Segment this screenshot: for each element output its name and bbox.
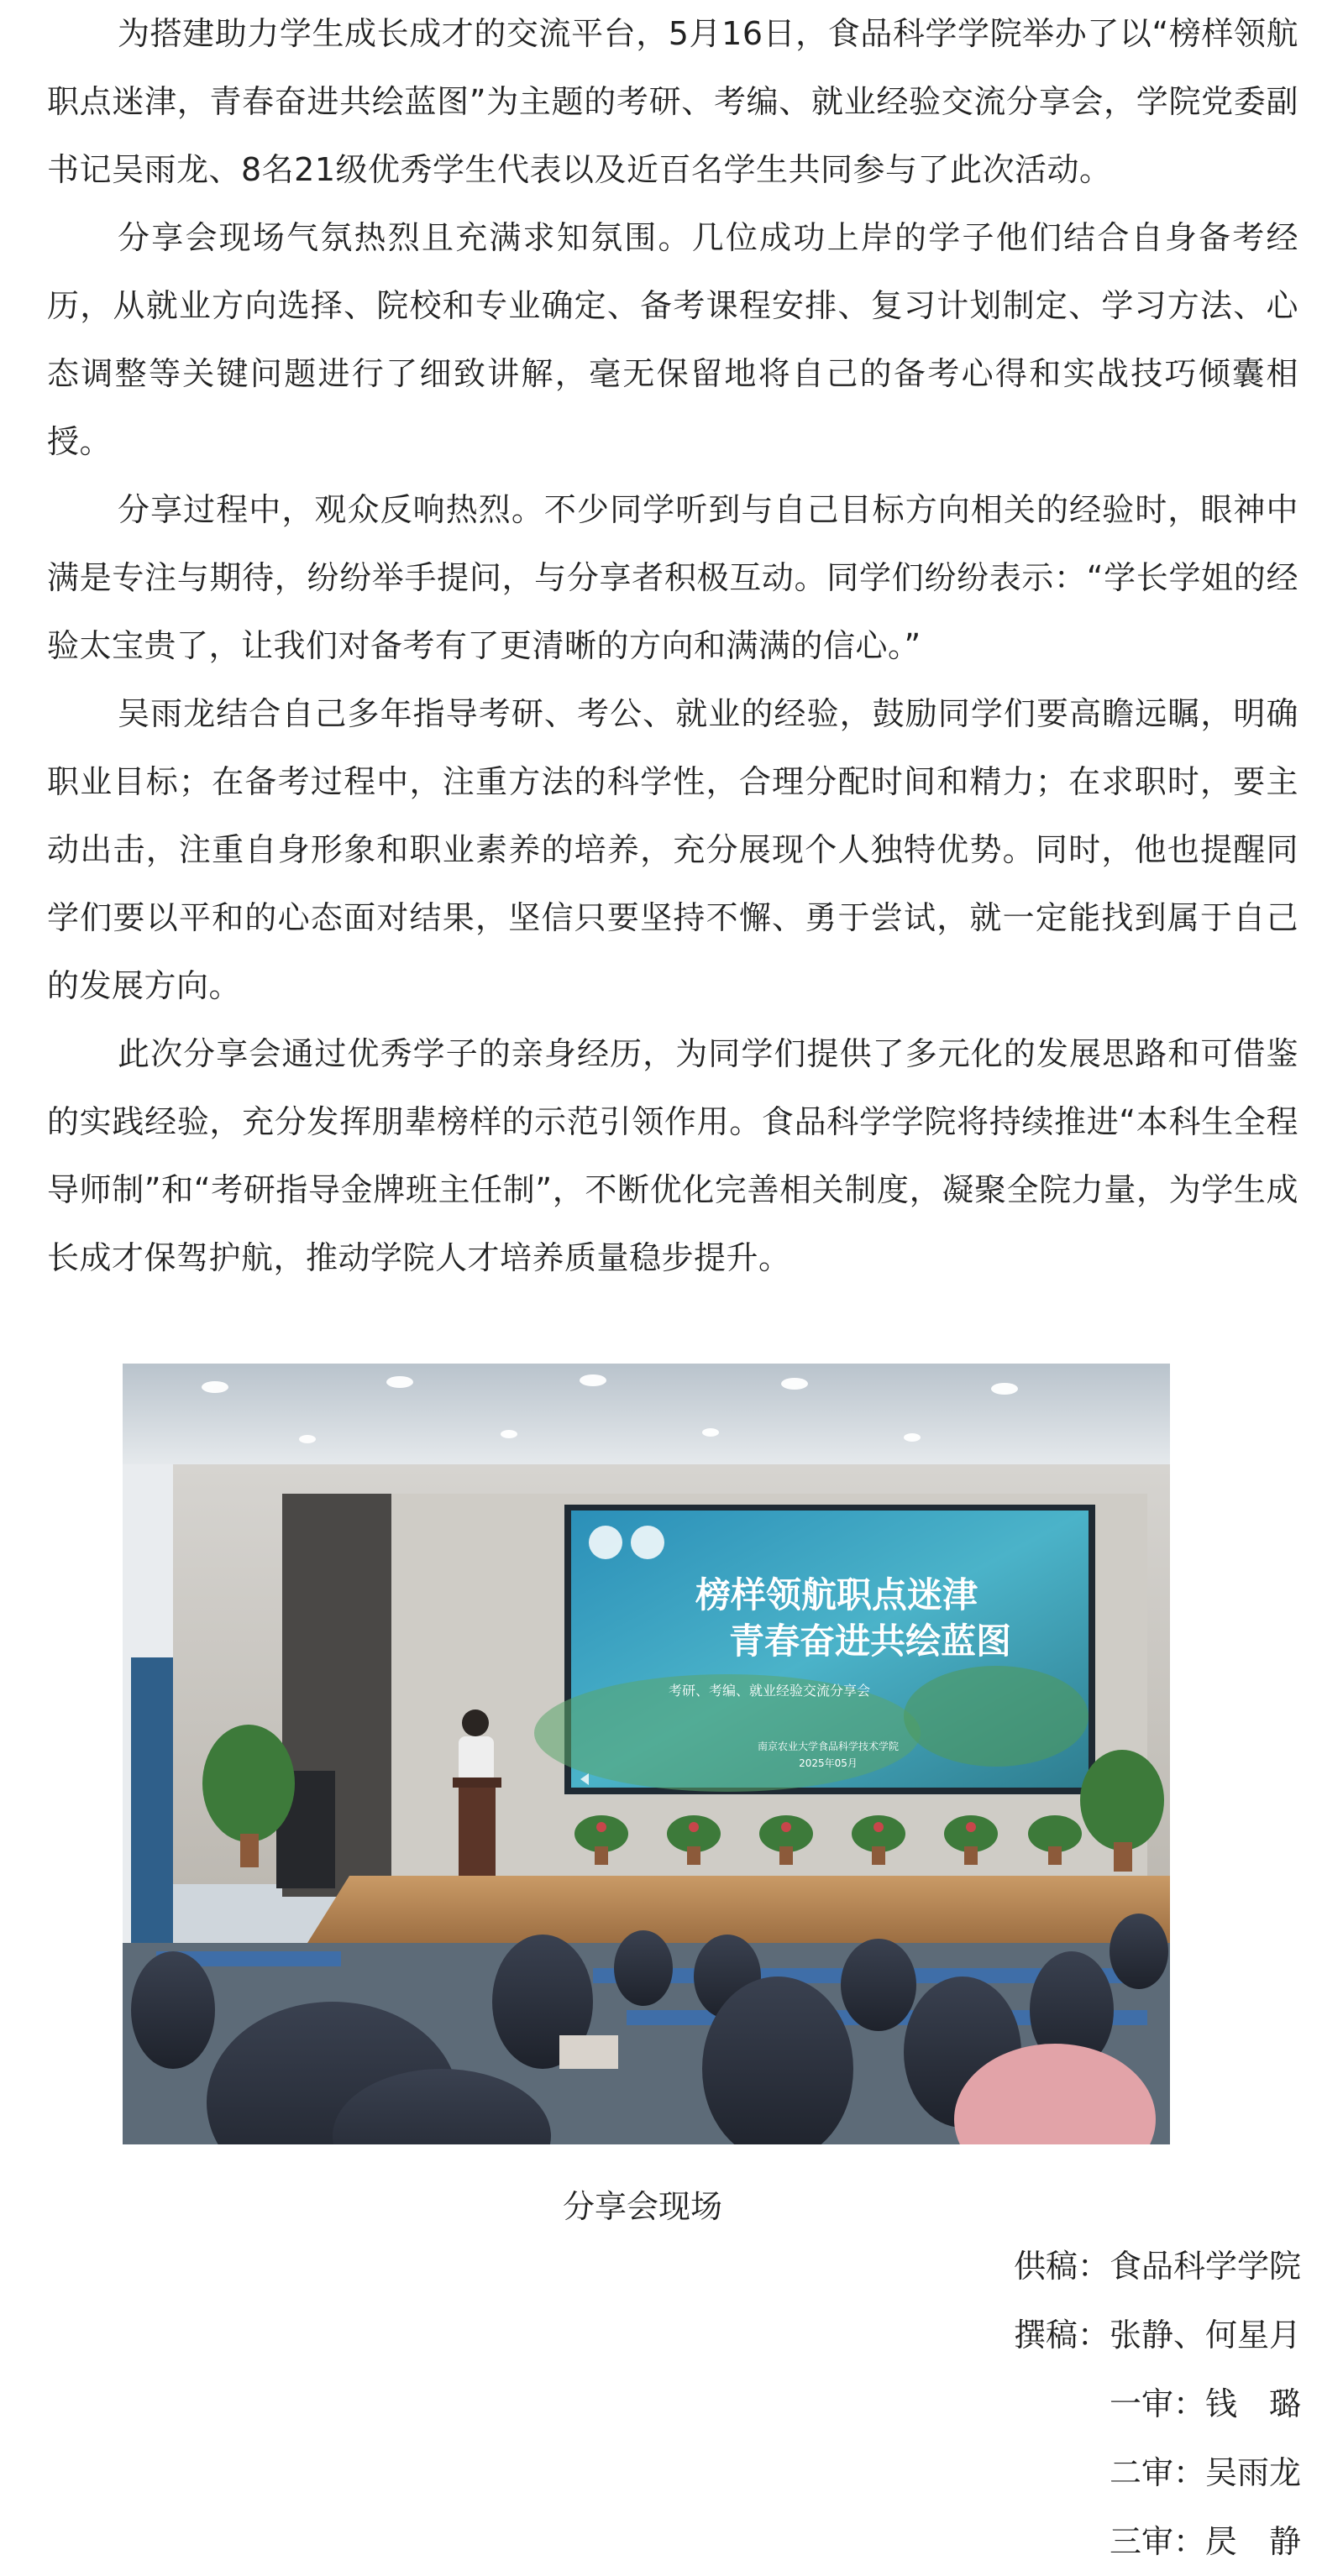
credit-contributor: [545, 2232, 1301, 2301]
credit-label: 三审 ：: [1110, 2507, 1205, 2576]
article-paragraph-4: 吴雨龙结合自己多年指导考研、考公、就业的经验，鼓励同学们要高瞻远瞩，明确职业目标；在备考过程中，注重方法的科学性，合理分配时间和精力；在求职时，要主动出击，注重自身形象和职业素养的培养，充分展现个人独特优势。同时，他也提醒同学们要以平和的心态面对结果，坚信只要坚持不懈、勇于尝试，就一定能找到属于自己的发展方向。: [47, 695, 1298, 1004]
credit-first-review: [545, 2369, 1301, 2438]
article-paragraph-5: 此次分享会通过优秀学子的亲身经历，为同学们提供了多元化的发展思路和可借鉴的实践经验，充分发挥朋辈榜样的示范引领作用。食品科学学院将持续推进“本科生全程导师制”和“考研指导金牌班主任制”，不断优化完善相关制度，凝聚全院力量，为学生成长成才保驾护航，推动学院人才培养质量稳步提升。: [47, 1035, 1298, 1276]
credit-value: 吴雨龙: [1204, 2454, 1301, 2491]
credit-label: 供稿 ：: [1014, 2232, 1110, 2301]
credits-block: [545, 2232, 1301, 2576]
credit-value: 昃 静: [1204, 2523, 1301, 2560]
credit-value: 张静、何星月: [1109, 2317, 1301, 2353]
credit-label: 撰稿 ：: [1014, 2301, 1110, 2369]
event-photo-illustration: [123, 1364, 1170, 2144]
screen-subtitle: 考研、考编、就业经验交流分享会: [668, 1683, 871, 1699]
screen-organizer: 南京农业大学食品科学技术学院: [757, 1741, 900, 1752]
article-paragraph-2: 分享会现场气氛热烈且充满求知氛围。几位成功上岸的学子他们结合自身备考经历，从就业方向选择、院校和专业确定、备考课程安排、复习计划制定、学习方法、心态调整等关键问题进行了细致讲解，毫无保留地将自己的备考心得和实战技巧倾囊相授。: [47, 219, 1298, 460]
article-paragraph-3: 分享过程中，观众反响热烈。不少同学听到与自己目标方向相关的经验时，眼神中满是专注与期待，纷纷举手提问，与分享者积极互动。同学们纷纷表示：“学长学姐的经验太宝贵了，让我们对备考有了更清晰的方向和满满的信心。”: [47, 491, 1298, 664]
screen-title-line2: 青春奋进共绘蓝图: [728, 1620, 1012, 1662]
event-photo: [123, 1364, 1170, 2144]
credit-second-review: [545, 2438, 1301, 2507]
credit-value: 食品科学学院: [1109, 2248, 1301, 2285]
credit-value: 钱 璐: [1204, 2385, 1301, 2422]
article-body: [47, 0, 1298, 1292]
article-paragraph-1: 为搭建助力学生成长成才的交流平台，5月16日，食品科学学院举办了以“榜样领航职点迷津，青春奋进共绘蓝图”为主题的考研、考编、就业经验交流分享会，学院党委副书记吴雨龙、8名21级优秀学生代表以及近百名学生共同参与了此次活动。: [47, 15, 1298, 188]
screen-date: 2025年05月: [799, 1757, 858, 1769]
photo-caption: 分享会现场: [562, 2188, 722, 2225]
credit-label: 一审 ：: [1110, 2369, 1205, 2438]
credit-writer: [545, 2301, 1301, 2369]
credit-label: 二审 ：: [1110, 2438, 1205, 2507]
credit-third-review: [545, 2507, 1301, 2576]
screen-title-line1: 榜样领航职点迷津: [695, 1574, 978, 1615]
